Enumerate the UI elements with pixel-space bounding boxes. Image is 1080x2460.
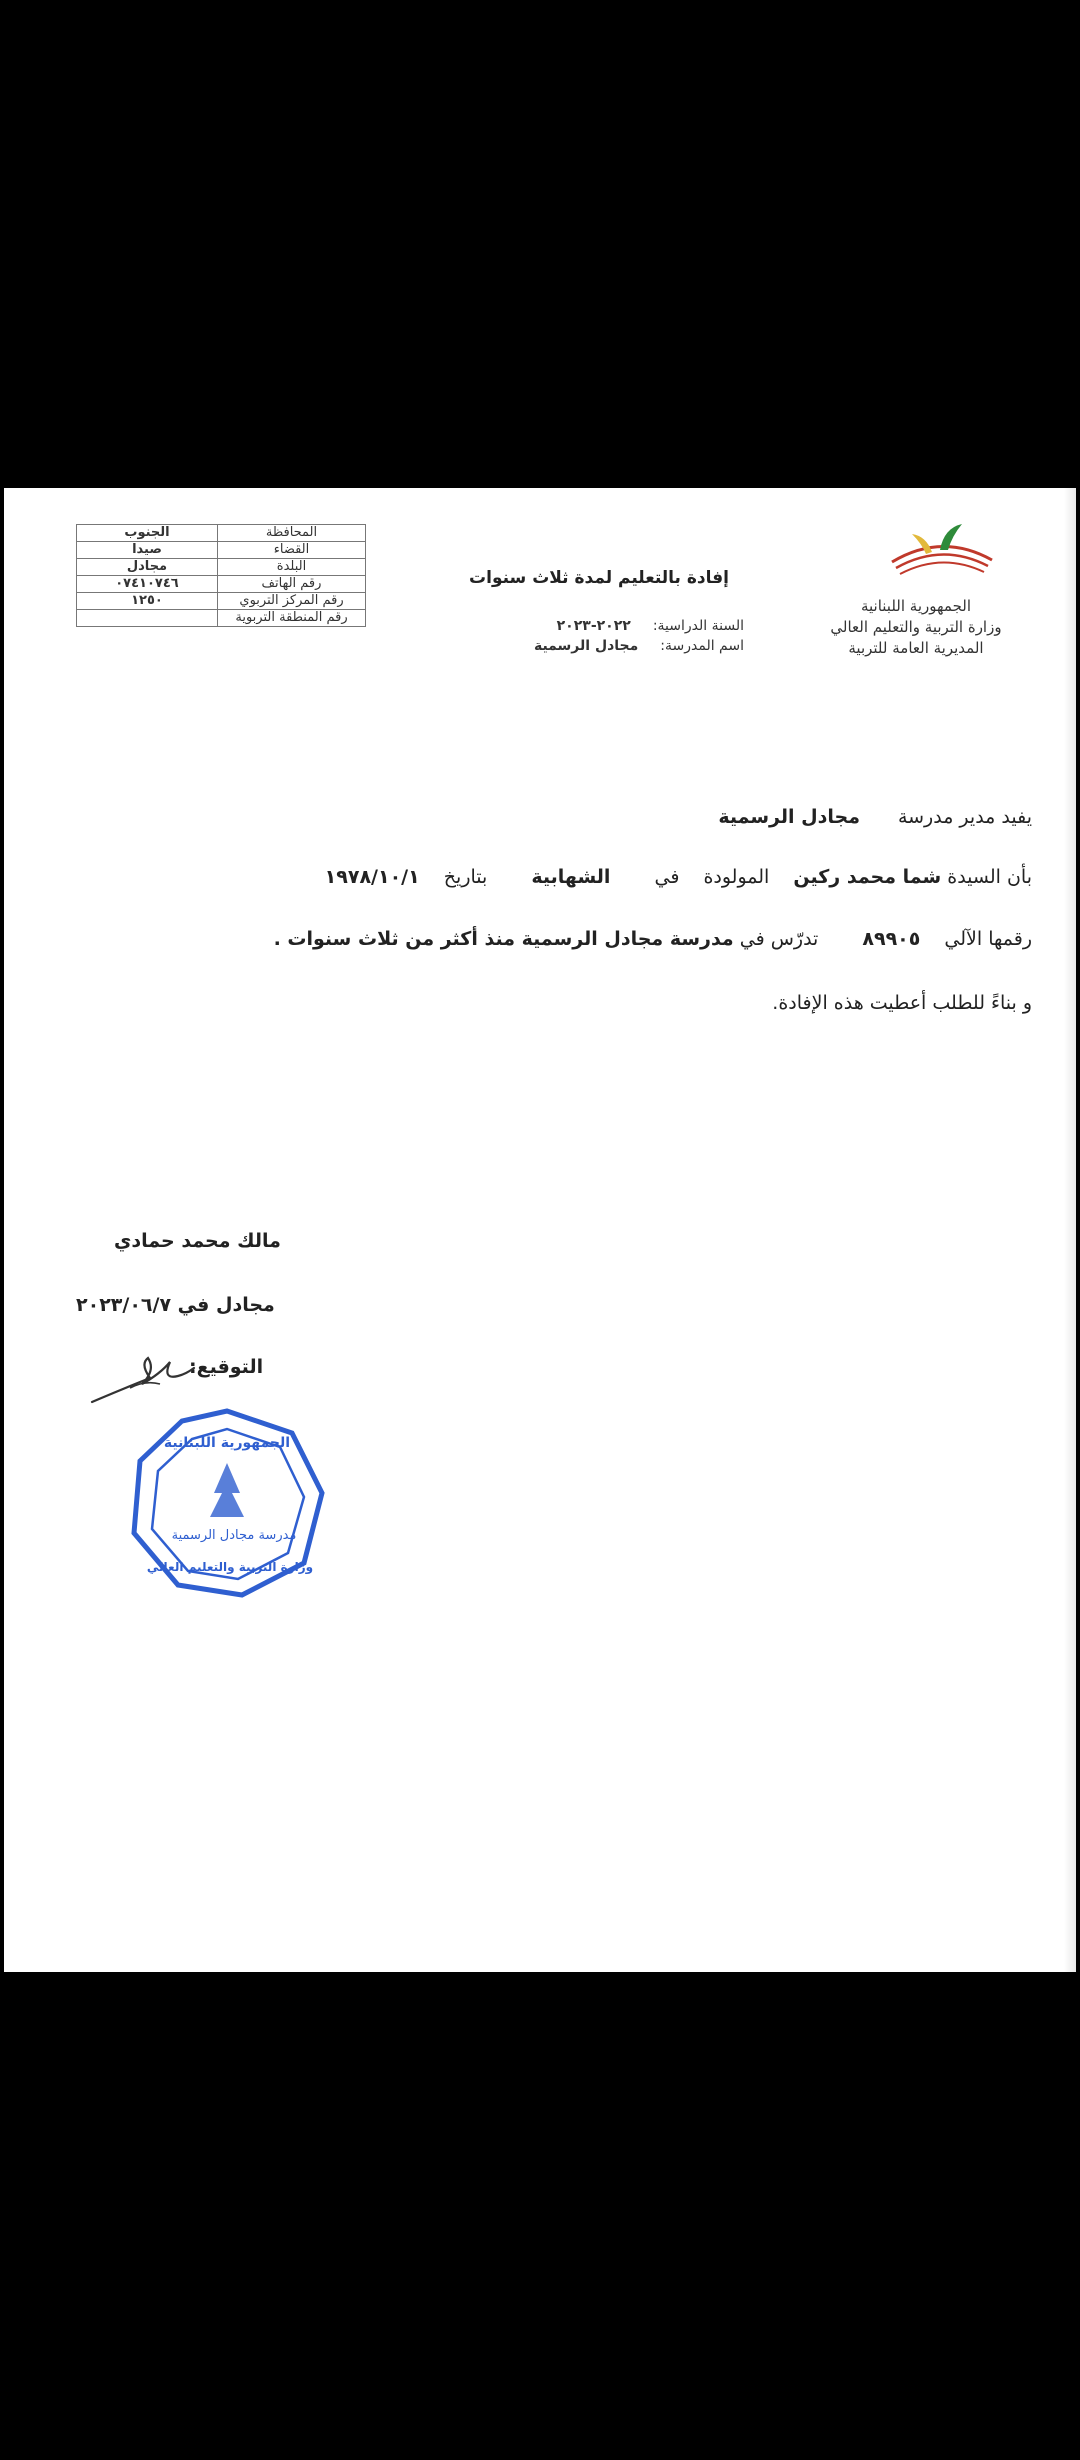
stamp-outer-text: الجمهورية اللبنانية [163,1435,291,1451]
stamp-bottom-text: وزارة التربية والتعليم العالي [146,1560,314,1574]
org-line-1: الجمهورية اللبنانية [860,597,972,615]
info-table [76,524,366,627]
handwritten-signature [90,1350,210,1410]
p2-in: في [654,866,680,888]
table-label: المحافظة [218,525,366,542]
year-label: السنة الدراسية: [652,618,744,634]
p3-teaches: تدرّس في [739,928,819,950]
table-label: البلدة [218,559,366,576]
table-label: رقم المنطقة التربوية [218,610,366,627]
organization-block [816,596,1016,659]
stamp-inner-text: مدرسة مجادل الرسمية [171,1528,297,1543]
table-row [77,559,366,576]
table-value: صيدا [77,542,218,559]
p2-born: المولودة [703,866,770,888]
paragraph-3 [274,928,1032,950]
official-stamp [122,1403,332,1603]
org-line-2: وزارة التربية والتعليم العالي [830,618,1002,636]
table-value: الجنوب [77,525,218,542]
school-value: مجادل الرسمية [533,638,639,654]
year-value: ٢٠٢٢-٢٠٢٣ [556,618,631,634]
p3-school: مدرسة مجادل الرسمية منذ أكثر من ثلاث سنوات . [273,928,734,950]
org-line-3: المديرية العامة للتربية [848,639,984,657]
table-label: القضاء [218,542,366,559]
p1-school: مجادل الرسمية [718,806,860,828]
p3-prefix: رقمها الآلي [944,928,1032,950]
table-label: رقم المركز التربوي [218,593,366,610]
p2-prefix: بأن السيدة [947,866,1032,888]
table-row [77,610,366,627]
ministry-logo [882,522,1002,582]
table-row [77,593,366,610]
table-row [77,542,366,559]
table-label: رقم الهاتف [218,576,366,593]
table-value: ١٢٥٠ [77,593,218,610]
birth-date: ١٩٧٨/١٠/١ [324,866,420,888]
paragraph-2 [325,866,1032,888]
birth-place: الشهابية [531,866,611,888]
paragraph-1 [718,806,1032,828]
document-page [4,488,1076,1972]
signature-date: مجادل في ٢٠٢٣/٠٦/٧ [76,1294,275,1316]
document-title: إفادة بالتعليم لمدة ثلاث سنوات [469,568,729,588]
page-edge-shadow [1064,488,1076,1972]
table-row [77,576,366,593]
school-meta [424,616,744,656]
p2-date-label: بتاريخ [443,866,488,888]
table-value [77,610,218,627]
p1-prefix: يفيد مدير مدرسة [897,806,1032,828]
school-label: اسم المدرسة: [660,638,744,654]
person-name: شما محمد ركين [793,866,942,888]
paragraph-4: و بناءً للطلب أعطيت هذه الإفادة. [772,992,1032,1014]
table-row [77,525,366,542]
signature-label: التوقيع: [189,1356,264,1378]
table-value: مجادل [77,559,218,576]
table-value: ٠٧٤١٠٧٤٦ [77,576,218,593]
signatory-name: مالك محمد حمادي [114,1230,281,1252]
employee-number: ٨٩٩٠٥ [862,928,921,950]
